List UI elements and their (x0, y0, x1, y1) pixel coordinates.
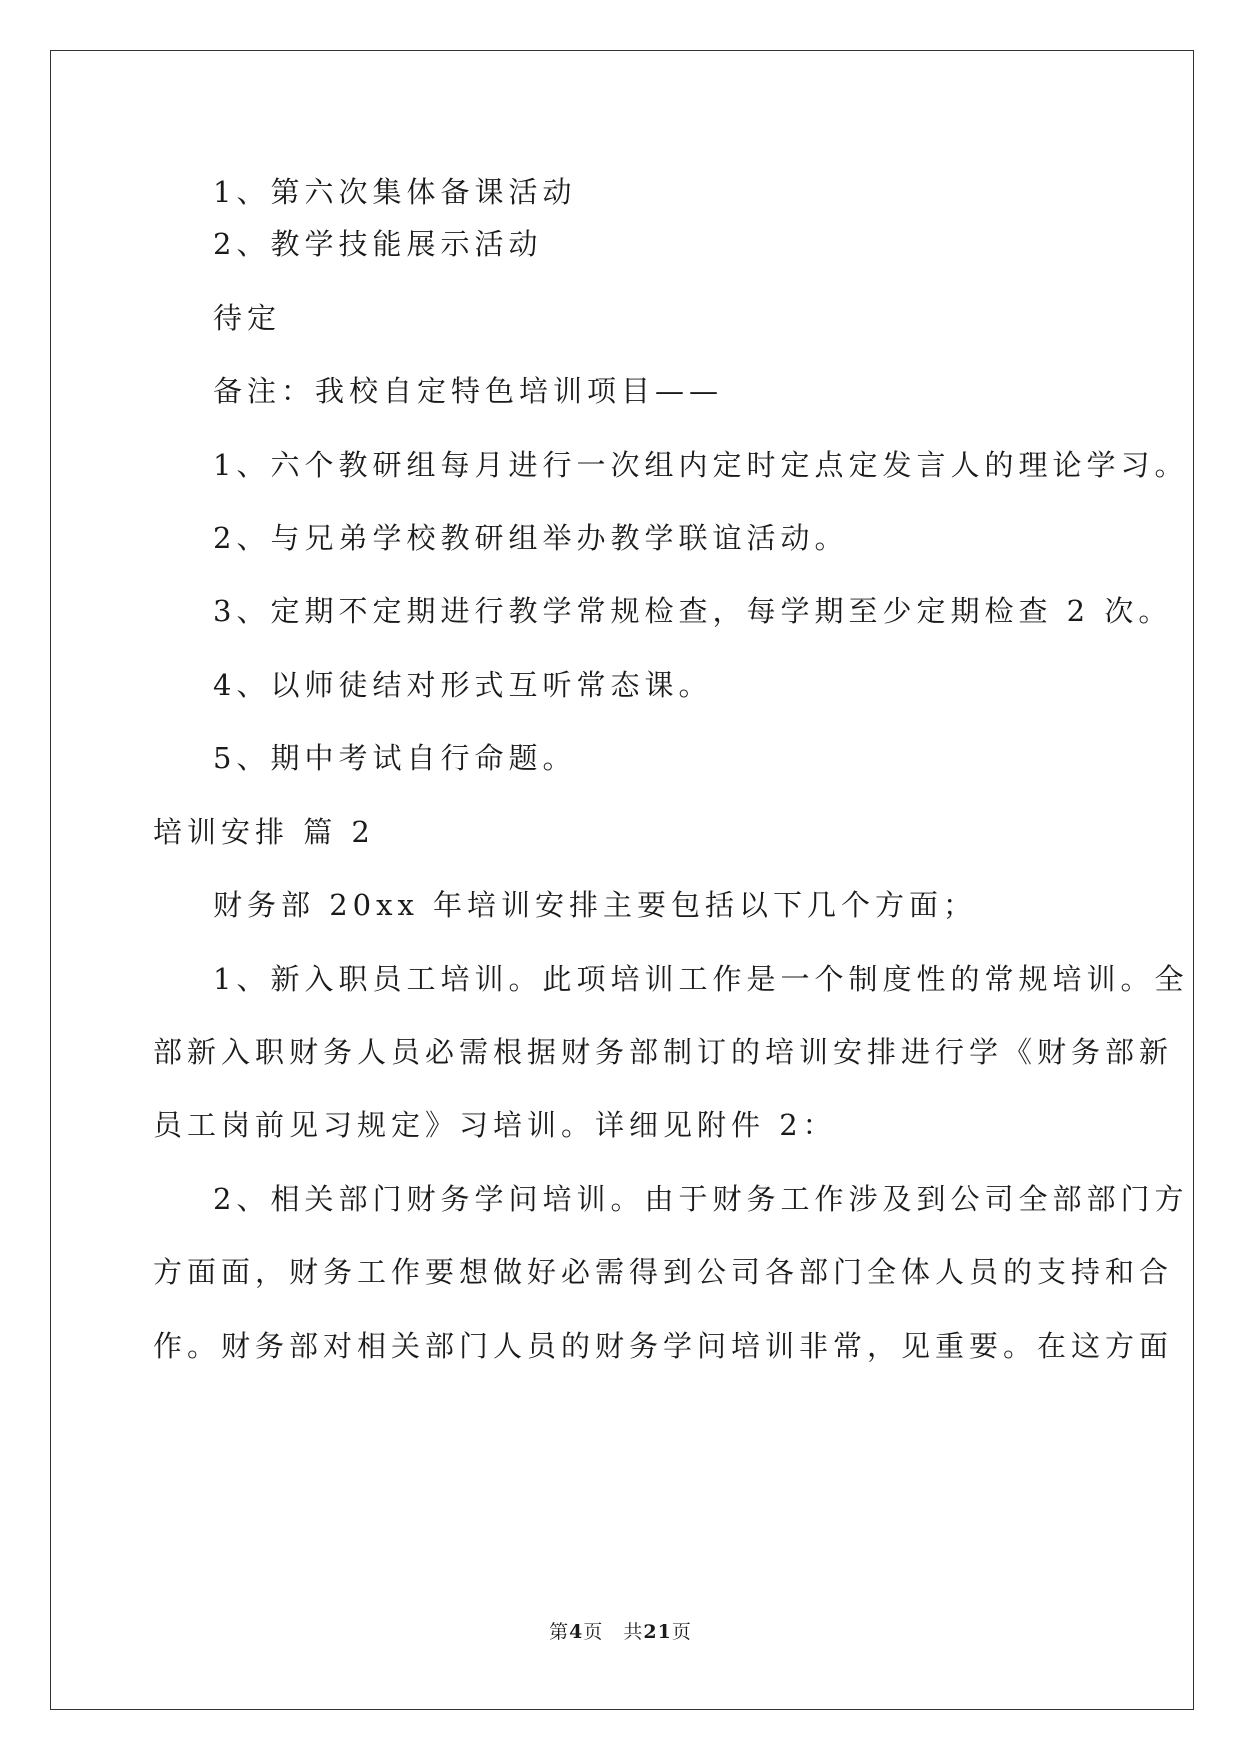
section-heading: 培训安排 篇 2 (153, 815, 375, 849)
list-item: 2、教学技能展示活动 (213, 227, 543, 261)
footer-suffix: 页 (671, 1621, 692, 1643)
page-footer (0, 1620, 1241, 1644)
total-pages-number: 21 (643, 1621, 672, 1643)
list-item: 5、期中考试自行命题。 (213, 741, 577, 775)
list-item: 3、定期不定期进行教学常规检查，每学期至少定期检查 2 次。 (213, 594, 1173, 628)
footer-prefix: 第 (549, 1621, 570, 1643)
list-item: 1、第六次集体备课活动 (213, 175, 577, 209)
paragraph-line: 1、新入职员工培训。此项培训工作是一个制度性的常规培训。全 (213, 962, 1189, 996)
paragraph-line: 部新入职财务人员必需根据财务部制订的培训安排进行学《财务部新 (153, 1035, 1174, 1069)
list-item: 1、六个教研组每月进行一次组内定时定点定发言人的理论学习。 (213, 448, 1189, 482)
list-item: 2、与兄弟学校教研组举办教学联谊活动。 (213, 521, 849, 555)
list-item: 4、以师徒结对形式互听常态课。 (213, 668, 713, 702)
footer-mid: 页 共 (583, 1621, 644, 1643)
paragraph-line: 方面面，财务工作要想做好必需得到公司各部门全体人员的支持和合 (153, 1255, 1174, 1289)
paragraph: 财务部 20xx 年培训安排主要包括以下几个方面； (213, 888, 978, 922)
paragraph-line: 2、相关部门财务学问培训。由于财务工作涉及到公司全部部门方 (213, 1182, 1189, 1216)
note-heading: 备注：我校自定特色培训项目—— (213, 374, 724, 408)
paragraph-line: 作。财务部对相关部门人员的财务学问培训非常，见重要。在这方面 (153, 1329, 1174, 1363)
paragraph-line: 员工岗前见习规定》习培训。详细见附件 2： (153, 1108, 837, 1142)
current-page-number: 4 (569, 1621, 584, 1643)
paragraph: 待定 (213, 301, 282, 335)
